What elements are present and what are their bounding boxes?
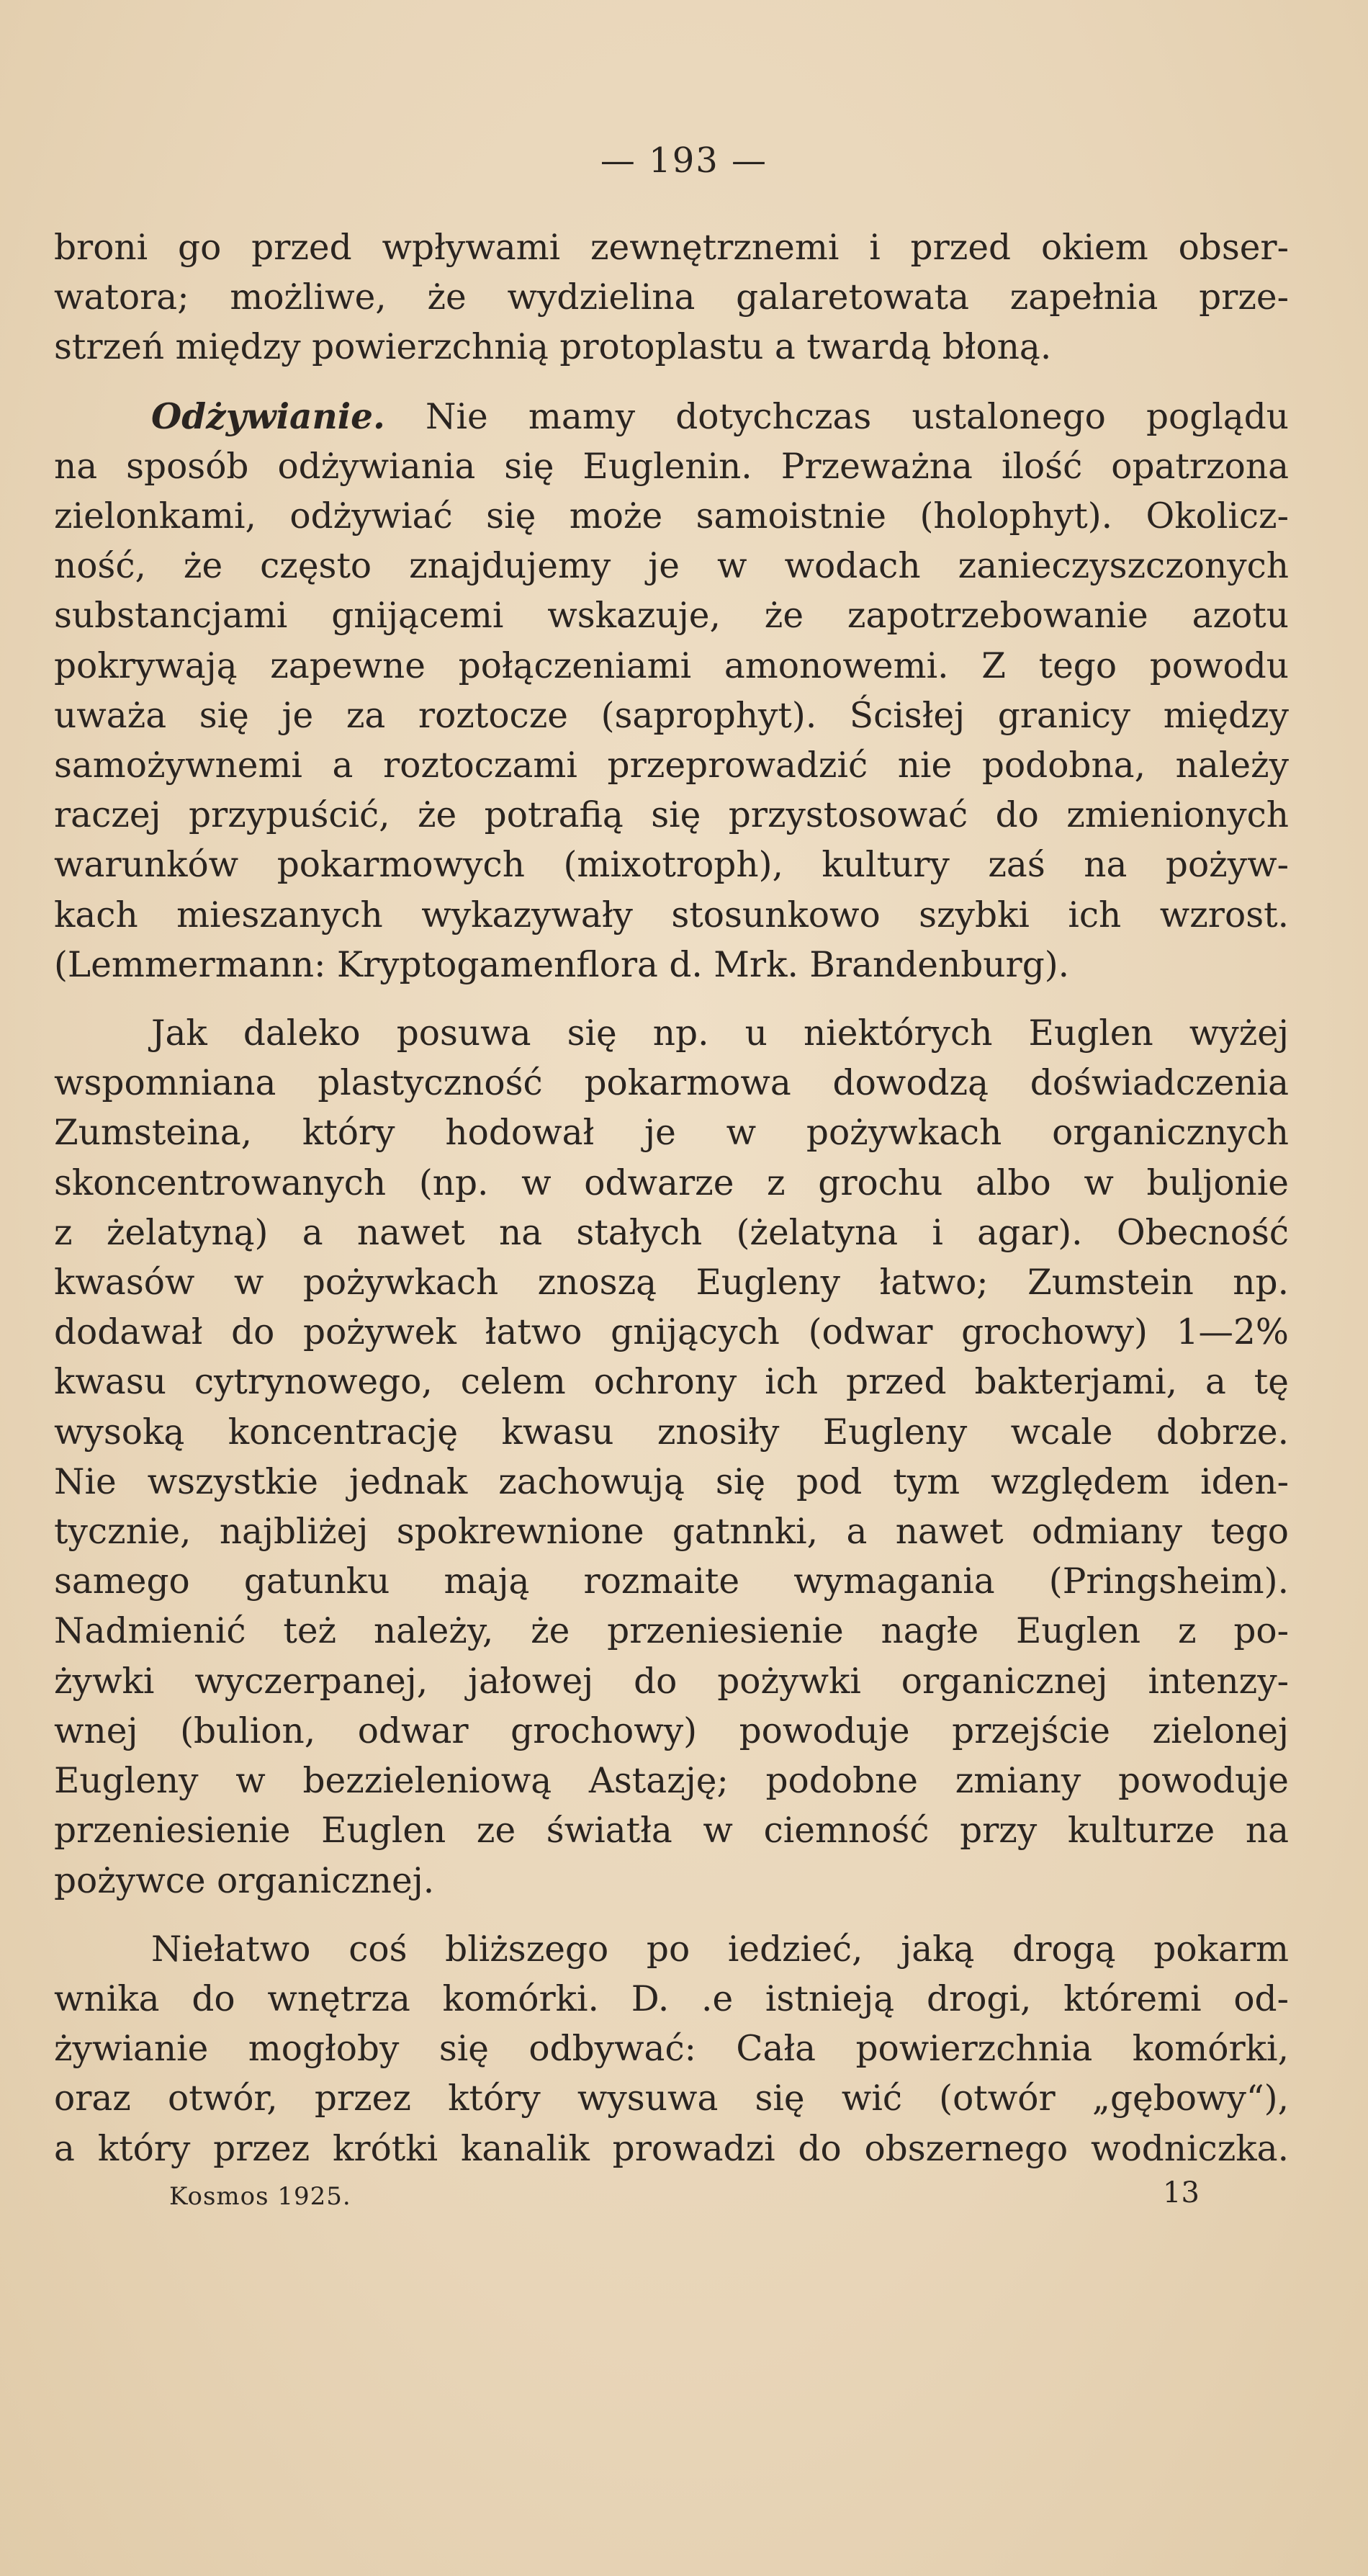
text-line: na sposób odżywiania się Euglenin. Przeważna ilość opatrzona xyxy=(54,446,1289,487)
text-line: Zumsteina, który hodował je w pożywkach organicznych xyxy=(54,1113,1289,1154)
text-line: Jak daleko posuwa się np. u niektórych Euglen wyżej xyxy=(151,1013,1289,1054)
text-line: Eugleny w bezzieleniową Astazję; podobne zmiany powoduje xyxy=(54,1761,1289,1802)
text-line: Nadmienić też należy, że przeniesienie nagłe Euglen z po- xyxy=(54,1611,1289,1652)
text-line: raczej przypuścić, że potrafią się przystosować do zmienionych xyxy=(54,795,1289,836)
text-line: tycznie, najbliżej spokrewnione gatnnki, a nawet odmiany tego xyxy=(54,1512,1289,1553)
text-line: ność, że często znajdujemy je w wodach zanieczyszczonych xyxy=(54,546,1289,587)
signature-number: 13 xyxy=(1163,2176,1200,2209)
text-line: Nie wszystkie jednak zachowują się pod tym względem iden- xyxy=(54,1461,1289,1502)
text-line: samożywnemi a roztoczami przeprowadzić nie podobna, należy xyxy=(54,745,1289,786)
text-line: wysoką koncentrację kwasu znosiły Eugleny wcale dobrze. xyxy=(54,1412,1289,1453)
text-line: strzeń między powierzchnią protoplastu a twardą błoną. xyxy=(54,327,1052,368)
main-text xyxy=(54,223,1289,2174)
text-line: pokrywają zapewne połączeniami amonowemi. Z tego powodu xyxy=(54,645,1289,686)
text-line: Niełatwo coś bliższego po iedzieć, jaką drogą pokarm xyxy=(151,1929,1289,1970)
text-line: warunków pokarmowych (mixotroph), kultury zaś na pożyw- xyxy=(54,845,1289,886)
text-line: żywki wyczerpanej, jałowej do pożywki organicznej intenzy- xyxy=(54,1661,1289,1702)
text-line: kwasu cytrynowego, celem ochrony ich przed bakterjami, a tę xyxy=(54,1362,1289,1403)
text-line: broni go przed wpływami zewnętrznemi i przed okiem obser- xyxy=(54,228,1289,268)
text-line: substancjami gnijącemi wskazuje, że zapotrzebowanie azotu xyxy=(54,596,1289,637)
text-line: przeniesienie Euglen ze światła w ciemność przy kulturze na xyxy=(54,1810,1289,1852)
text-line: oraz otwór, przez który wysuwa się wić (otwór „gębowy“), xyxy=(54,2078,1289,2119)
text-line: Odżywianie. Nie mamy dotychczas ustalonego poglądu xyxy=(151,395,1289,437)
text-line: uważa się je za roztocze (saprophyt). Ścisłej granicy między xyxy=(54,695,1289,736)
text-line: zielonkami, odżywiać się może samoistnie (holophyt). Okolicz- xyxy=(54,496,1289,537)
section-heading: Odżywianie. xyxy=(151,395,385,437)
text-line: skoncentrowanych (np. w odwarze z grochu albo w buljonie xyxy=(54,1162,1289,1203)
text-line: a który przez krótki kanalik prowadzi do obszernego wodniczka. xyxy=(54,2128,1289,2169)
text-line: watora; możliwe, że wydzielina galaretowata zapełnia prze- xyxy=(54,277,1289,318)
text-line: (Lemmermann: Kryptogamenflora d. Mrk. Brandenburg). xyxy=(54,944,1070,985)
text-line: żywianie mogłoby się odbywać: Cała powierzchnia komórki, xyxy=(54,2029,1289,2070)
text-line: kwasów w pożywkach znoszą Eugleny łatwo; Zumstein np. xyxy=(54,1262,1289,1303)
text-line: samego gatunku mają rozmaite wymagania (Pringsheim). xyxy=(54,1561,1289,1602)
text-line: z żelatyną) a nawet na stałych (żelatyna i agar). Obecność xyxy=(54,1212,1289,1253)
text-line: kach mieszanych wykazywały stosunkowo szybki ich wzrost. xyxy=(54,894,1289,935)
text-line: wnika do wnętrza komórki. D. .e istnieją drogi, któremi od- xyxy=(54,1978,1289,2019)
text-line: wspomniana plastyczność pokarmowa dowodzą doświadczenia xyxy=(54,1063,1289,1104)
text-line: dodawał do pożywek łatwo gnijących (odwar grochowy) 1—2% xyxy=(54,1312,1289,1353)
journal-footer: Kosmos 1925. xyxy=(169,2182,351,2211)
text-line: pożywce organicznej. xyxy=(54,1860,435,1901)
text-line: wnej (bulion, odwar grochowy) powoduje przejście zielonej xyxy=(54,1710,1289,1751)
page-number: — 193 — xyxy=(600,140,768,181)
